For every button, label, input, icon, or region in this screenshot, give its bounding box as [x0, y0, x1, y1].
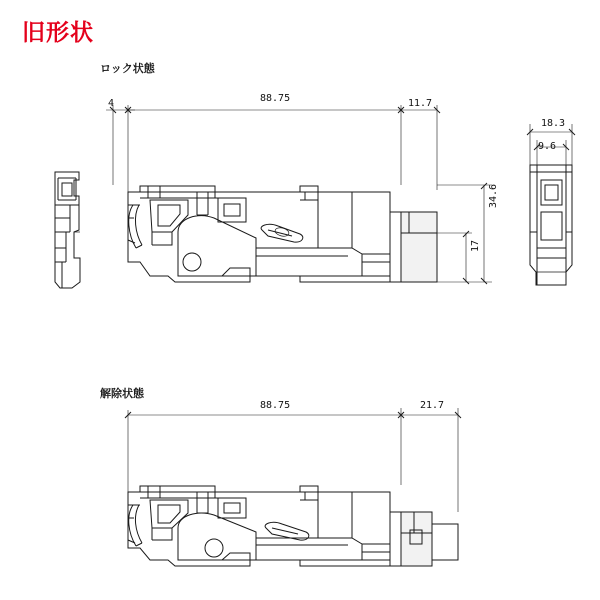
- dim-body-length-top-label: 88.75: [260, 93, 291, 104]
- locked-state-assembly: [128, 186, 437, 282]
- caption-locked-state: ロック状態: [100, 62, 155, 75]
- dim-overall-width-label: 18.3: [541, 118, 566, 129]
- dim-tail-length-label: 11.7: [408, 98, 433, 109]
- dim-tail-height-label: 17: [470, 239, 481, 252]
- caption-released-state: 解除状態: [100, 387, 144, 400]
- released-state-assembly: [125, 408, 461, 566]
- left-small-profile-view: [55, 172, 80, 288]
- dim-overall-height-label: 34.6: [488, 183, 499, 208]
- side-view-assembly: [527, 124, 575, 285]
- page-title: 旧形状: [22, 20, 94, 46]
- dim-inner-width-label: 9.6: [538, 141, 557, 152]
- dim-left-offset-label: 4: [108, 98, 115, 109]
- dim-tail-length-bottom-label: 21.7: [420, 400, 445, 411]
- dim-body-length-bottom-label: 88.75: [260, 400, 291, 411]
